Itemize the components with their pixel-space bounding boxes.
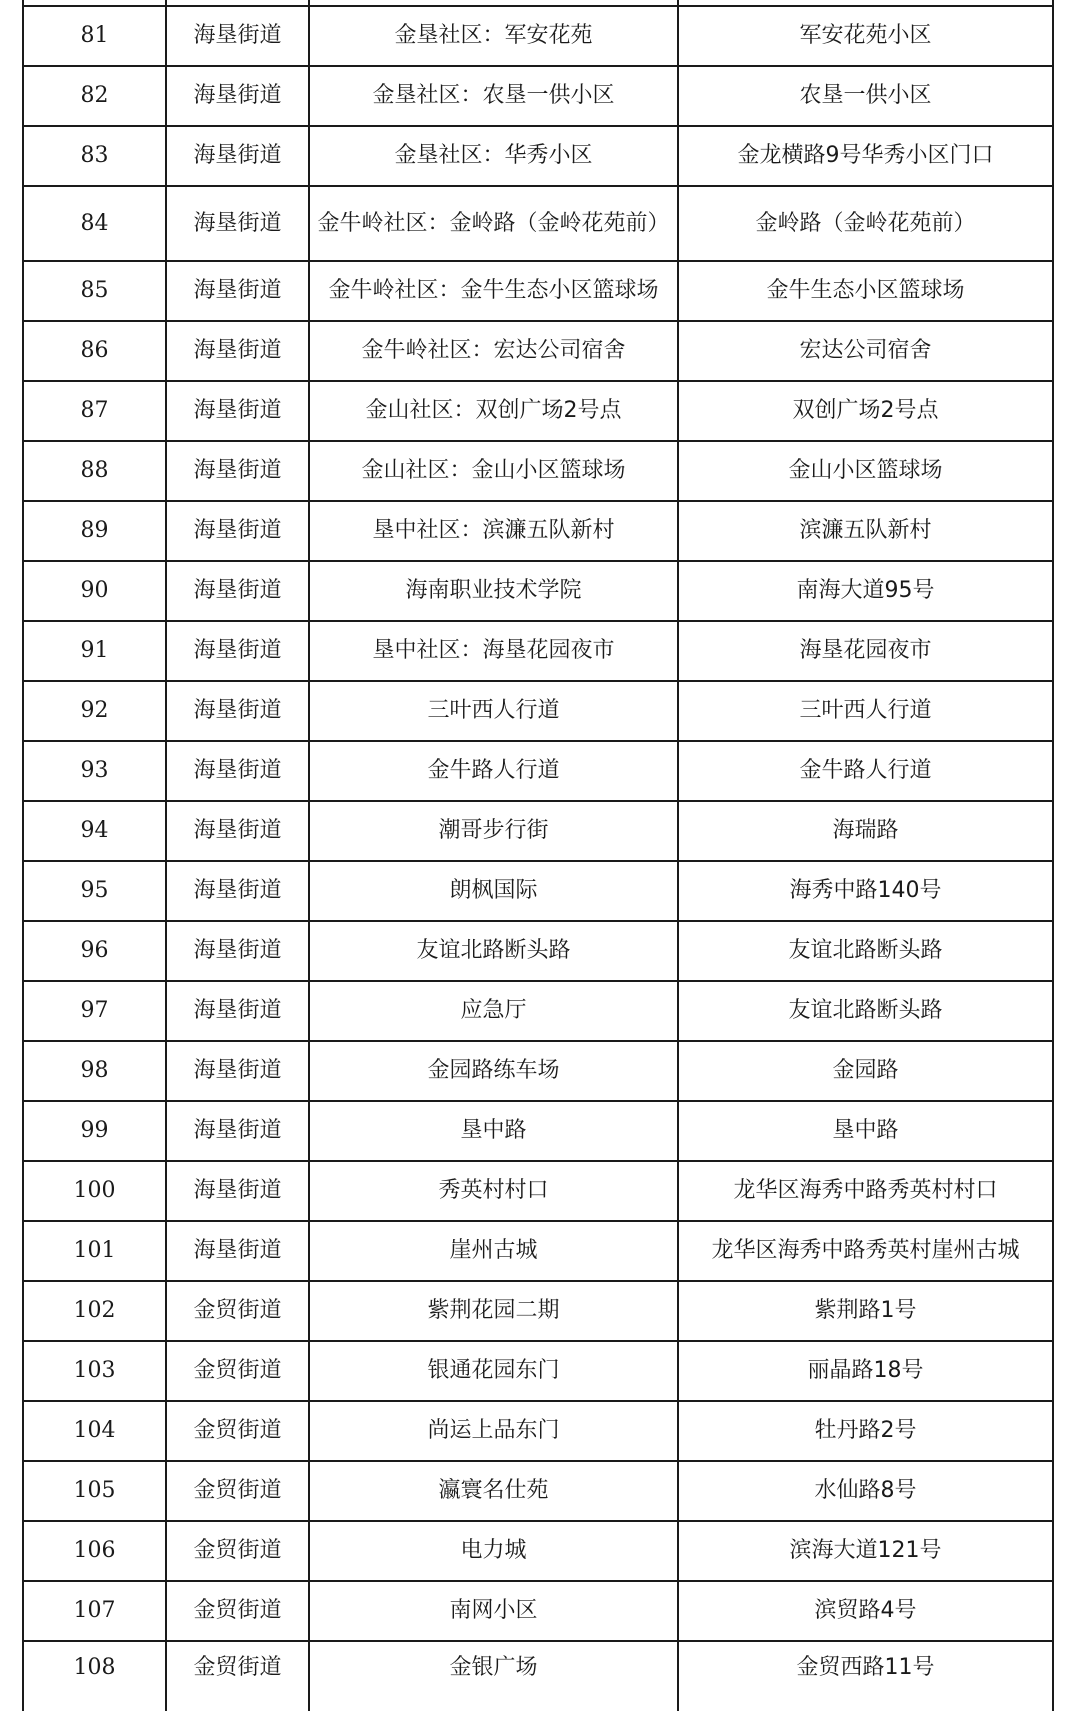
table-row bbox=[23, 681, 1053, 741]
address-cell: 南海大道95号 bbox=[678, 561, 1053, 621]
row-number-cell: 82 bbox=[23, 66, 166, 126]
row-number-cell: 92 bbox=[23, 681, 166, 741]
street-cell: 海垦街道 bbox=[166, 261, 309, 321]
street-cell: 金贸街道 bbox=[166, 1581, 309, 1641]
site-cell: 金山社区：双创广场2号点 bbox=[309, 381, 678, 441]
table-row bbox=[23, 1521, 1053, 1581]
street-cell: 海垦街道 bbox=[166, 681, 309, 741]
row-number-cell: 94 bbox=[23, 801, 166, 861]
address-cell: 金山小区篮球场 bbox=[678, 441, 1053, 501]
address-cell: 宏达公司宿舍 bbox=[678, 321, 1053, 381]
table-row bbox=[23, 621, 1053, 681]
site-cell: 垦中社区：海垦花园夜市 bbox=[309, 621, 678, 681]
row-number-cell: 91 bbox=[23, 621, 166, 681]
site-cell: 金牛岭社区：金岭路（金岭花苑前） bbox=[309, 186, 678, 261]
row-number-cell: 98 bbox=[23, 1041, 166, 1101]
address-cell: 紫荆路1号 bbox=[678, 1281, 1053, 1341]
street-cell: 海垦街道 bbox=[166, 6, 309, 66]
table-row bbox=[23, 321, 1053, 381]
row-number-cell: 105 bbox=[23, 1461, 166, 1521]
row-number-cell: 101 bbox=[23, 1221, 166, 1281]
row-number-cell: 106 bbox=[23, 1521, 166, 1581]
row-number-cell: 87 bbox=[23, 381, 166, 441]
address-cell: 海秀中路140号 bbox=[678, 861, 1053, 921]
table-row bbox=[23, 1461, 1053, 1521]
table-row bbox=[23, 1581, 1053, 1641]
table-row bbox=[23, 126, 1053, 186]
address-cell: 海瑞路 bbox=[678, 801, 1053, 861]
site-cell: 应急厅 bbox=[309, 981, 678, 1041]
address-cell: 双创广场2号点 bbox=[678, 381, 1053, 441]
site-cell: 金牛岭社区：金牛生态小区篮球场 bbox=[309, 261, 678, 321]
site-cell: 金垦社区：华秀小区 bbox=[309, 126, 678, 186]
row-number-cell: 93 bbox=[23, 741, 166, 801]
site-cell: 金牛岭社区：宏达公司宿舍 bbox=[309, 321, 678, 381]
street-cell: 海垦街道 bbox=[166, 741, 309, 801]
row-number-cell: 103 bbox=[23, 1341, 166, 1401]
address-cell: 金牛路人行道 bbox=[678, 741, 1053, 801]
address-cell: 滨濂五队新村 bbox=[678, 501, 1053, 561]
row-number-cell: 85 bbox=[23, 261, 166, 321]
street-cell: 海垦街道 bbox=[166, 1221, 309, 1281]
site-cell: 尚运上品东门 bbox=[309, 1401, 678, 1461]
table-row bbox=[23, 1221, 1053, 1281]
address-cell: 军安花苑小区 bbox=[678, 6, 1053, 66]
site-cell: 金银广场 bbox=[309, 1641, 678, 1711]
street-cell: 海垦街道 bbox=[166, 186, 309, 261]
site-cell: 瀛寰名仕苑 bbox=[309, 1461, 678, 1521]
row-number-cell: 99 bbox=[23, 1101, 166, 1161]
site-cell: 垦中社区：滨濂五队新村 bbox=[309, 501, 678, 561]
row-number-cell: 108 bbox=[23, 1641, 166, 1711]
address-cell: 三叶西人行道 bbox=[678, 681, 1053, 741]
table-row bbox=[23, 1101, 1053, 1161]
table-row bbox=[23, 981, 1053, 1041]
street-cell: 海垦街道 bbox=[166, 1041, 309, 1101]
address-cell: 海垦花园夜市 bbox=[678, 621, 1053, 681]
row-number-cell: 84 bbox=[23, 186, 166, 261]
site-cell: 潮哥步行街 bbox=[309, 801, 678, 861]
row-number-cell: 83 bbox=[23, 126, 166, 186]
street-cell: 海垦街道 bbox=[166, 501, 309, 561]
table-row bbox=[23, 186, 1053, 261]
table-row bbox=[23, 6, 1053, 66]
row-number-cell: 96 bbox=[23, 921, 166, 981]
street-cell: 海垦街道 bbox=[166, 801, 309, 861]
table-row bbox=[23, 1641, 1053, 1711]
street-cell: 金贸街道 bbox=[166, 1521, 309, 1581]
address-cell: 友谊北路断头路 bbox=[678, 981, 1053, 1041]
street-cell: 海垦街道 bbox=[166, 921, 309, 981]
site-cell: 友谊北路断头路 bbox=[309, 921, 678, 981]
table-row bbox=[23, 801, 1053, 861]
street-cell: 金贸街道 bbox=[166, 1341, 309, 1401]
table-row bbox=[23, 1041, 1053, 1101]
street-cell: 海垦街道 bbox=[166, 621, 309, 681]
site-cell: 垦中路 bbox=[309, 1101, 678, 1161]
address-cell: 农垦一供小区 bbox=[678, 66, 1053, 126]
site-table-body bbox=[23, 0, 1053, 1711]
row-number-cell: 107 bbox=[23, 1581, 166, 1641]
site-cell: 电力城 bbox=[309, 1521, 678, 1581]
site-cell: 金牛路人行道 bbox=[309, 741, 678, 801]
row-number-cell: 86 bbox=[23, 321, 166, 381]
address-cell: 金龙横路9号华秀小区门口 bbox=[678, 126, 1053, 186]
address-cell: 龙华区海秀中路秀英村村口 bbox=[678, 1161, 1053, 1221]
site-cell: 崖州古城 bbox=[309, 1221, 678, 1281]
table-row bbox=[23, 1341, 1053, 1401]
table-row bbox=[23, 1401, 1053, 1461]
site-cell: 南网小区 bbox=[309, 1581, 678, 1641]
row-number-cell: 95 bbox=[23, 861, 166, 921]
site-table bbox=[22, 0, 1054, 1711]
row-number-cell: 81 bbox=[23, 6, 166, 66]
site-cell: 银通花园东门 bbox=[309, 1341, 678, 1401]
table-row bbox=[23, 1161, 1053, 1221]
address-cell: 金园路 bbox=[678, 1041, 1053, 1101]
street-cell: 海垦街道 bbox=[166, 1101, 309, 1161]
site-cell: 海南职业技术学院 bbox=[309, 561, 678, 621]
address-cell: 水仙路8号 bbox=[678, 1461, 1053, 1521]
site-cell: 朗枫国际 bbox=[309, 861, 678, 921]
address-cell: 金牛生态小区篮球场 bbox=[678, 261, 1053, 321]
street-cell: 金贸街道 bbox=[166, 1461, 309, 1521]
address-cell: 丽晶路18号 bbox=[678, 1341, 1053, 1401]
site-cell: 金垦社区：农垦一供小区 bbox=[309, 66, 678, 126]
address-cell: 友谊北路断头路 bbox=[678, 921, 1053, 981]
row-number-cell: 100 bbox=[23, 1161, 166, 1221]
address-cell: 垦中路 bbox=[678, 1101, 1053, 1161]
address-cell: 龙华区海秀中路秀英村崖州古城 bbox=[678, 1221, 1053, 1281]
street-cell: 海垦街道 bbox=[166, 1161, 309, 1221]
table-row bbox=[23, 441, 1053, 501]
table-row bbox=[23, 501, 1053, 561]
table-row bbox=[23, 741, 1053, 801]
street-cell: 金贸街道 bbox=[166, 1401, 309, 1461]
street-cell: 海垦街道 bbox=[166, 381, 309, 441]
row-number-cell: 97 bbox=[23, 981, 166, 1041]
site-cell: 金垦社区：军安花苑 bbox=[309, 6, 678, 66]
street-cell: 海垦街道 bbox=[166, 561, 309, 621]
table-row bbox=[23, 921, 1053, 981]
row-number-cell: 102 bbox=[23, 1281, 166, 1341]
street-cell: 海垦街道 bbox=[166, 981, 309, 1041]
address-cell: 滨海大道121号 bbox=[678, 1521, 1053, 1581]
table-row bbox=[23, 861, 1053, 921]
address-cell: 滨贸路4号 bbox=[678, 1581, 1053, 1641]
street-cell: 海垦街道 bbox=[166, 441, 309, 501]
table-row bbox=[23, 561, 1053, 621]
site-cell: 秀英村村口 bbox=[309, 1161, 678, 1221]
site-cell: 金园路练车场 bbox=[309, 1041, 678, 1101]
street-cell: 金贸街道 bbox=[166, 1641, 309, 1711]
table-row bbox=[23, 381, 1053, 441]
table-row bbox=[23, 1281, 1053, 1341]
street-cell: 海垦街道 bbox=[166, 321, 309, 381]
row-number-cell: 90 bbox=[23, 561, 166, 621]
address-cell: 金贸西路11号 bbox=[678, 1641, 1053, 1711]
row-number-cell: 104 bbox=[23, 1401, 166, 1461]
table-row bbox=[23, 66, 1053, 126]
street-cell: 海垦街道 bbox=[166, 861, 309, 921]
address-cell: 金岭路（金岭花苑前） bbox=[678, 186, 1053, 261]
address-cell: 牡丹路2号 bbox=[678, 1401, 1053, 1461]
site-cell: 紫荆花园二期 bbox=[309, 1281, 678, 1341]
row-number-cell: 89 bbox=[23, 501, 166, 561]
table-row bbox=[23, 261, 1053, 321]
street-cell: 海垦街道 bbox=[166, 126, 309, 186]
site-cell: 三叶西人行道 bbox=[309, 681, 678, 741]
site-cell: 金山社区：金山小区篮球场 bbox=[309, 441, 678, 501]
street-cell: 海垦街道 bbox=[166, 66, 309, 126]
street-cell: 金贸街道 bbox=[166, 1281, 309, 1341]
row-number-cell: 88 bbox=[23, 441, 166, 501]
